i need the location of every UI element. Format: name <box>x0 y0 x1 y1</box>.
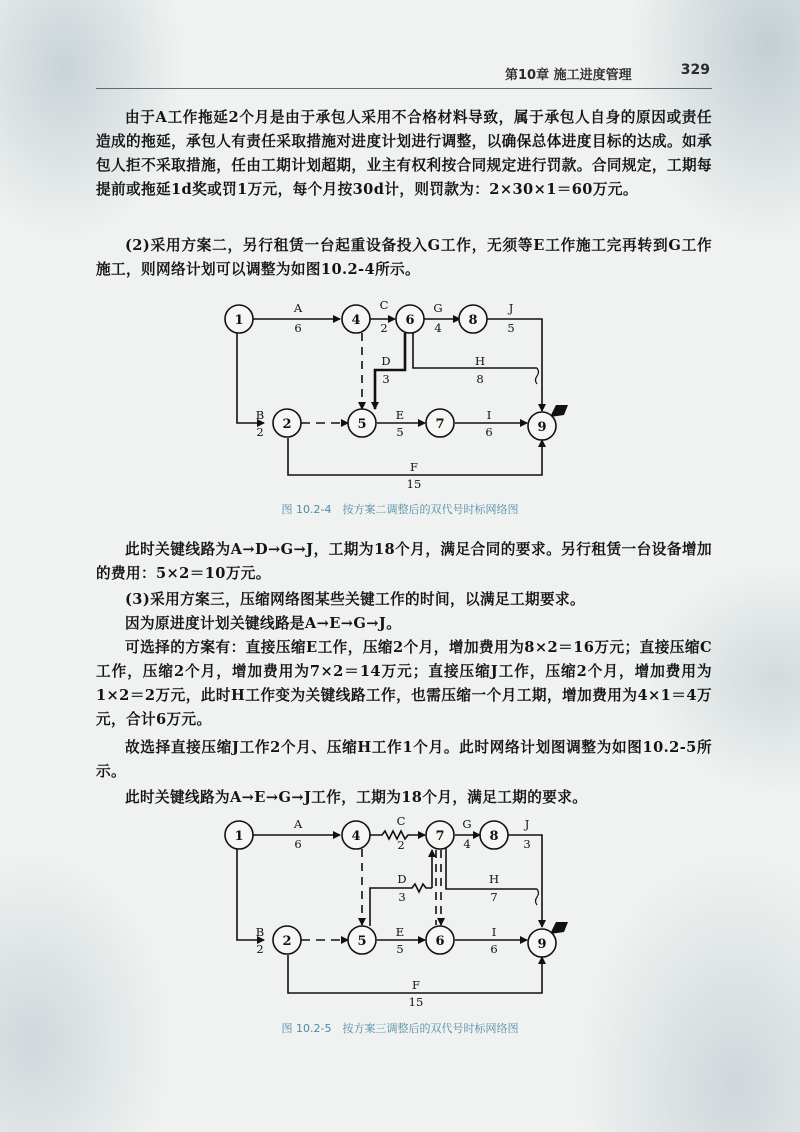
label-E: E <box>395 408 405 422</box>
dur-F: 15 <box>408 995 424 1009</box>
diagram-label: 2 <box>282 417 292 432</box>
figure-1-caption: 图 10.2-4 按方案二调整后的双代号时标网络图 <box>281 503 519 516</box>
figure-2-caption: 图 10.2-5 按方案三调整后的双代号时标网络图 <box>281 1022 519 1035</box>
dur-E: 5 <box>396 425 404 439</box>
chapter-title: 第10章 施工进度管理 <box>505 68 632 83</box>
dur-F: 15 <box>406 477 422 491</box>
diagram-label: 8 <box>489 829 499 844</box>
diagram-label: 4 <box>351 313 361 328</box>
label-J: J <box>508 301 514 315</box>
dur-G: 4 <box>434 321 442 335</box>
dur-E: 5 <box>396 942 404 956</box>
header-rule <box>96 88 712 89</box>
label-A: A <box>293 301 303 315</box>
diagram-label: 7 <box>435 417 445 432</box>
dur-D: 3 <box>382 372 390 386</box>
paragraph-8: 此时关键线路为A→E→G→J工作，工期为18个月，满足工期的要求。 <box>125 789 588 806</box>
label-D: D <box>397 872 407 886</box>
paragraph-4: (3)采用方案三，压缩网络图某些关键工作的时间，以满足工期要求。 <box>125 591 585 608</box>
diagram-label: 2 <box>282 934 292 949</box>
diagram-label: 9 <box>537 937 547 952</box>
diagram-label: 5 <box>357 934 367 949</box>
diagram-label: 1 <box>234 829 244 844</box>
diagram-label: 7 <box>435 829 445 844</box>
diagram-label: 8 <box>468 313 478 328</box>
label-B: B <box>255 925 265 939</box>
paragraph-7: 故选择直接压缩J工作2个月、压缩H工作1个月。此时网络计划图调整为如图10.2-5所示。 <box>96 739 712 780</box>
dur-C: 2 <box>380 321 388 335</box>
label-F: F <box>410 460 418 474</box>
network-diagram-2 <box>0 812 800 1012</box>
dur-C: 2 <box>397 838 405 852</box>
dur-J: 3 <box>523 837 531 851</box>
diagram-label: 6 <box>435 934 445 949</box>
label-E: E <box>395 925 405 939</box>
label-G: G <box>462 817 472 831</box>
label-I: I <box>486 408 492 422</box>
page-number: 329 <box>680 62 710 78</box>
diagram-label: 5 <box>357 417 367 432</box>
label-H: H <box>488 872 500 886</box>
dur-H: 7 <box>490 890 498 904</box>
dur-J: 5 <box>507 321 515 335</box>
arrow-D <box>375 333 405 409</box>
label-F: F <box>412 978 420 992</box>
dur-B: 2 <box>256 425 264 439</box>
running-header <box>505 62 710 84</box>
label-C: C <box>379 298 389 312</box>
paragraph-6: 可选择的方案有：直接压缩E工作，压缩2个月，增加费用为8×2＝16万元；直接压缩C工作，压缩2个月，增加费用为7×2＝14万元；直接压缩J工作，压缩2个月，增加费用为1×2＝2万元，此时H工作变为关键线路工作，也需压缩一个月工期，增加费用为4×1＝4万元，合计6万元。 <box>96 639 712 728</box>
dur-I: 6 <box>485 425 493 439</box>
dur-G: 4 <box>463 837 471 851</box>
dur-H: 8 <box>476 372 484 386</box>
dur-D: 3 <box>398 890 406 904</box>
diagram-label: 4 <box>351 829 361 844</box>
label-I: I <box>491 925 497 939</box>
dur-A: 6 <box>294 837 302 851</box>
dur-I: 6 <box>490 942 498 956</box>
label-G: G <box>433 301 443 315</box>
paragraph-1: 由于A工作拖延2个月是由于承包人采用不合格材料导致，属于承包人自身的原因或责任造成的拖延，承包人有责任采取措施对进度计划进行调整，以确保总体进度目标的达成。如承包人拒不采取措施，任由工期计划超期，业主有权利按合同规定进行罚款。合同规定，工期每提前或拖延1d奖或罚1万元，每个月按30d计，则罚款为：2×30×1＝60万元。 <box>96 109 712 198</box>
paragraph-3: 此时关键线路为A→D→G→J，工期为18个月，满足合同的要求。另行租赁一台设备增加的费用：5×2＝10万元。 <box>96 541 712 582</box>
network-diagram-1 <box>0 295 800 495</box>
paragraph-2: (2)采用方案二，另行租赁一台起重设备投入G工作，无须等E工作施工完再转到G工作施工，则网络计划可以调整为如图10.2-4所示。 <box>96 237 712 278</box>
label-C: C <box>396 814 406 828</box>
label-D: D <box>381 354 391 368</box>
diagram-label: 9 <box>537 420 547 435</box>
label-B: B <box>255 408 265 422</box>
diagram-label: 6 <box>405 313 415 328</box>
dur-B: 2 <box>256 942 264 956</box>
label-J: J <box>524 817 530 831</box>
label-A: A <box>293 817 303 831</box>
paragraph-5: 因为原进度计划关键线路是A→E→G→J。 <box>125 615 402 632</box>
diagram-label: 1 <box>234 313 244 328</box>
label-H: H <box>474 354 486 368</box>
dur-A: 6 <box>294 321 302 335</box>
